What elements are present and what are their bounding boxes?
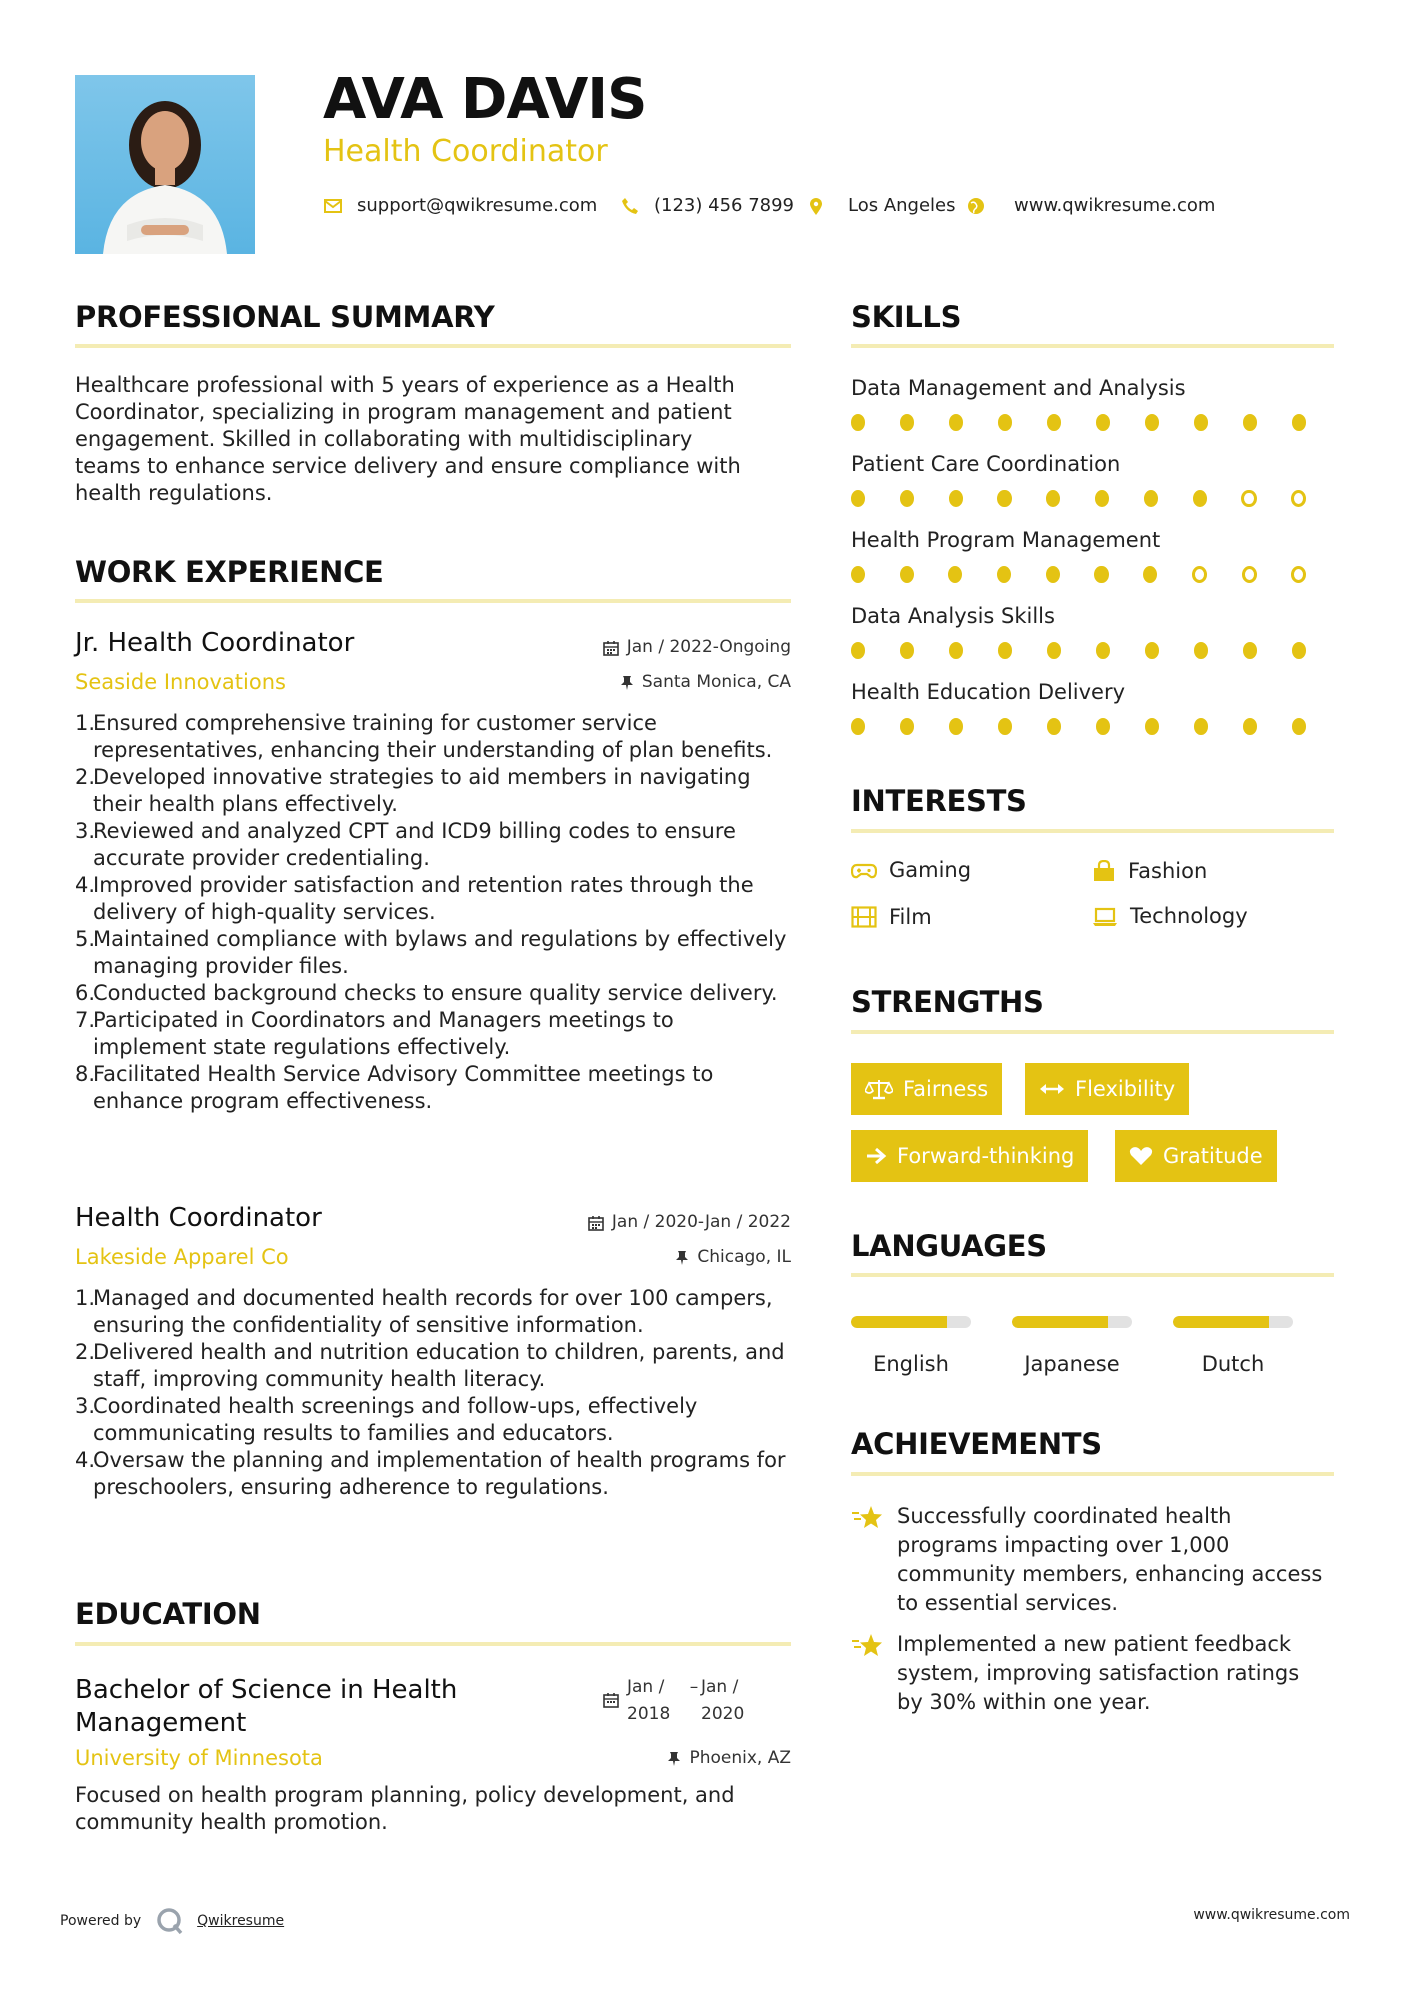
rating-dot-filled [949, 718, 963, 735]
interest-label: Technology [1130, 904, 1248, 928]
strength-label: Fairness [903, 1077, 989, 1101]
strength-tag [851, 1130, 1088, 1182]
skill-rating [851, 566, 1341, 583]
language-name: Dutch [1201, 1352, 1265, 1376]
rating-dot-filled [851, 718, 865, 735]
interest-item [1092, 860, 1207, 882]
rating-dot-filled [949, 490, 963, 507]
job-title: Health Coordinator [75, 1203, 322, 1233]
rating-dot-filled [900, 718, 914, 735]
brand-link[interactable]: Qwikresume [197, 1913, 285, 1929]
pushpin-icon [620, 675, 634, 691]
language-level-bar [1173, 1316, 1293, 1328]
pushpin-icon [667, 1751, 681, 1767]
duty-item: Maintained compliance with bylaws and regulations by effectively managing provider files. [93, 927, 787, 978]
rating-dot-filled [997, 490, 1011, 507]
footer-url[interactable]: www.qwikresume.com [1193, 1907, 1350, 1923]
skill-name: Data Analysis Skills [851, 604, 1055, 628]
map-pin-icon [806, 196, 826, 216]
rating-dot-filled [900, 414, 914, 431]
phone-text: (123) 456 7899 [654, 195, 795, 216]
rating-dot-filled [1194, 642, 1208, 659]
skill-rating [851, 414, 1341, 431]
rating-dot-filled [998, 718, 1012, 735]
interests-divider [851, 829, 1334, 833]
summary-text [75, 372, 795, 507]
achievement-text: Successfully coordinated health programs impacting over 1,000 community members, enhancing access to essential services. [897, 1504, 1323, 1615]
rating-dot-filled [1096, 414, 1110, 431]
skill-item [851, 682, 1341, 735]
language-level-fill [851, 1316, 947, 1328]
job-date [500, 639, 791, 656]
duty-item: Conducted background checks to ensure quality service delivery. [93, 981, 778, 1005]
laptop-icon [1092, 907, 1118, 927]
summary-line: engagement. Skilled in collaborating with multidisciplinary [75, 427, 693, 451]
job-location [500, 674, 791, 691]
strength-tag [1025, 1063, 1189, 1115]
education-dates [603, 1674, 793, 1728]
school-location [500, 1750, 791, 1767]
rating-dot-filled [1096, 718, 1110, 735]
profile-photo [75, 75, 255, 254]
contact-website[interactable] [966, 196, 1215, 216]
skill-item [851, 530, 1341, 583]
experience-heading: WORK EXPERIENCE [75, 555, 384, 589]
rating-dot-filled [1144, 490, 1158, 507]
interest-item [1092, 906, 1248, 927]
skill-rating [851, 718, 1341, 735]
language-level-bar [851, 1316, 971, 1328]
language-name: Japanese [1024, 1352, 1120, 1376]
rating-dot-filled [851, 566, 865, 583]
shopping-bag-icon [1092, 860, 1116, 882]
gamepad-icon [851, 862, 877, 880]
rating-dot-empty [1291, 566, 1306, 583]
footer-branding [60, 1906, 284, 1936]
skill-rating [851, 642, 1341, 659]
summary-heading: PROFESSIONAL SUMMARY [75, 300, 495, 334]
arrows-horizontal-icon [1039, 1082, 1065, 1096]
rating-dot-filled [1143, 566, 1157, 583]
language-level-fill [1012, 1316, 1108, 1328]
skill-name: Data Management and Analysis [851, 376, 1186, 400]
rating-dot-filled [1095, 490, 1109, 507]
rating-dot-filled [1292, 642, 1306, 659]
school-location-text: Phoenix, AZ [689, 1748, 791, 1768]
summary-line: Coordinator, specializing in program management and patient [75, 400, 732, 424]
rating-dot-filled [1094, 566, 1108, 583]
language-name: English [873, 1352, 949, 1376]
language-level-fill [1173, 1316, 1269, 1328]
heart-icon [1129, 1146, 1153, 1166]
language-item [851, 1316, 971, 1375]
strength-label: Gratitude [1163, 1144, 1263, 1168]
rating-dot-filled [900, 490, 914, 507]
education-divider [75, 1642, 791, 1646]
contact-phone[interactable] [620, 196, 794, 216]
rating-dot-filled [949, 642, 963, 659]
duty-list [75, 710, 790, 1115]
languages-list [851, 1316, 1341, 1375]
duty-item: Developed innovative strategies to aid members in navigating their health plans effectively. [93, 765, 751, 816]
arrow-right-icon [865, 1147, 887, 1165]
skill-rating [851, 490, 1341, 507]
skill-name: Health Education Delivery [851, 680, 1126, 704]
achievements-divider [851, 1472, 1334, 1476]
duty-item: Oversaw the planning and implementation of health programs for preschoolers, ensuring adherence to regulations. [93, 1448, 786, 1499]
rating-dot-filled [1243, 414, 1257, 431]
language-level-bar [1012, 1316, 1132, 1328]
duty-item: Reviewed and analyzed CPT and ICD9 billing codes to ensure accurate provider credentialing. [93, 819, 736, 870]
strengths-divider [851, 1030, 1334, 1034]
rating-dot-filled [998, 414, 1012, 431]
website-text: www.qwikresume.com [1014, 195, 1216, 216]
rating-dot-empty [1291, 490, 1306, 507]
skill-item [851, 606, 1341, 659]
strength-label: Flexibility [1075, 1077, 1176, 1101]
achievement-item [851, 1502, 1341, 1618]
rating-dot-filled [997, 566, 1011, 583]
job-date [500, 1214, 791, 1231]
rating-dot-filled [1292, 718, 1306, 735]
summary-divider [75, 344, 791, 348]
duty-item: Managed and documented health records for over 100 campers, ensuring the confidentiality of sensitive information. [93, 1286, 773, 1337]
calendar-icon [603, 1692, 619, 1708]
skill-item [851, 454, 1341, 507]
envelope-icon [323, 196, 343, 216]
rating-dot-filled [1145, 642, 1159, 659]
rating-dot-filled [1193, 490, 1207, 507]
interest-label: Fashion [1128, 858, 1208, 883]
rating-dot-filled [1047, 718, 1061, 735]
skills-divider [851, 344, 1334, 348]
rating-dot-filled [900, 566, 914, 583]
job-date-text: Jan / 2020-Jan / 2022 [611, 1212, 791, 1232]
contact-email[interactable] [323, 196, 597, 216]
skill-name: Health Program Management [851, 528, 1161, 552]
rating-dot-empty [1192, 566, 1207, 583]
rating-dot-filled [851, 414, 865, 431]
qwikresume-logo-icon [155, 1906, 185, 1936]
skills-heading: SKILLS [851, 300, 962, 334]
strengths-heading: STRENGTHS [851, 985, 1044, 1019]
duty-item: Participated in Coordinators and Managers meetings to implement state regulations effectively. [93, 1008, 674, 1059]
phone-icon [620, 196, 640, 216]
rating-dot-filled [1243, 718, 1257, 735]
achievement-text: Implemented a new patient feedback system, improving satisfaction ratings by 30% within one year. [897, 1632, 1300, 1714]
skills-list [851, 378, 1341, 758]
powered-by-label: Powered by [60, 1913, 142, 1929]
duty-item: Ensured comprehensive training for customer service representatives, enhancing their understanding of plan benefits. [93, 711, 773, 762]
summary-line: health regulations. [75, 481, 273, 505]
film-icon [851, 906, 877, 928]
rating-dot-empty [1242, 566, 1257, 583]
rating-dot-filled [1046, 566, 1060, 583]
language-item [1012, 1316, 1132, 1375]
rating-dot-filled [1145, 718, 1159, 735]
contact-location [806, 196, 956, 216]
rating-dot-filled [1194, 414, 1208, 431]
rating-dot-filled [1047, 414, 1061, 431]
candidate-name: AVA DAVIS [323, 67, 647, 132]
interests-heading: INTERESTS [851, 784, 1027, 818]
summary-line: teams to enhance service delivery and ensure compliance with [75, 454, 741, 478]
rating-dot-filled [1096, 642, 1110, 659]
calendar-icon [603, 640, 619, 656]
duty-item: Facilitated Health Service Advisory Committee meetings to enhance program effectiveness. [93, 1062, 714, 1113]
candidate-role: Health Coordinator [323, 134, 608, 169]
duty-item: Improved provider satisfaction and retention rates through the delivery of high-quality services. [93, 873, 754, 924]
languages-heading: LANGUAGES [851, 1229, 1047, 1263]
interest-label: Film [889, 904, 932, 929]
job-location-text: Chicago, IL [697, 1247, 791, 1267]
rating-dot-filled [1243, 642, 1257, 659]
company-name: Lakeside Apparel Co [75, 1245, 289, 1269]
job-date-text: Jan / 2022-Ongoing [626, 637, 791, 657]
rating-dot-filled [1046, 490, 1060, 507]
email-text: support@qwikresume.com [357, 195, 598, 216]
job-title: Jr. Health Coordinator [75, 628, 355, 658]
star-badge-icon [851, 1632, 883, 1660]
rating-dot-filled [900, 642, 914, 659]
company-name: Seaside Innovations [75, 670, 286, 694]
interest-item [851, 906, 932, 928]
interest-label: Gaming [889, 858, 972, 882]
date-separator: – [689, 1677, 699, 1697]
rating-dot-empty [1241, 490, 1256, 507]
interest-item [851, 860, 971, 881]
star-badge-icon [851, 1504, 883, 1532]
calendar-icon [588, 1215, 604, 1231]
location-text: Los Angeles [848, 195, 956, 216]
education-start-date: Jan / 2018 [627, 1677, 671, 1724]
globe-icon [966, 196, 986, 216]
rating-dot-filled [1047, 642, 1061, 659]
rating-dot-filled [948, 566, 962, 583]
summary-line: Healthcare professional with 5 years of experience as a Health [75, 373, 735, 397]
rating-dot-filled [1145, 414, 1159, 431]
rating-dot-filled [1292, 414, 1306, 431]
skill-name: Patient Care Coordination [851, 452, 1121, 476]
rating-dot-filled [851, 490, 865, 507]
rating-dot-filled [851, 642, 865, 659]
degree-title: Bachelor of Science in Health Management [75, 1675, 458, 1738]
school-name: University of Minnesota [75, 1746, 323, 1770]
rating-dot-filled [1194, 718, 1208, 735]
languages-divider [851, 1273, 1334, 1277]
strength-label: Forward-thinking [897, 1144, 1075, 1168]
language-item [1173, 1316, 1293, 1375]
duty-list [75, 1285, 790, 1501]
job-location-text: Santa Monica, CA [641, 672, 791, 692]
education-heading: EDUCATION [75, 1597, 261, 1631]
job-location [500, 1249, 791, 1266]
achievement-item [851, 1630, 1341, 1717]
achievements-heading: ACHIEVEMENTS [851, 1427, 1102, 1461]
duty-item: Delivered health and nutrition education to children, parents, and staff, improving community health literacy. [93, 1340, 785, 1391]
rating-dot-filled [998, 642, 1012, 659]
experience-divider [75, 599, 791, 603]
education-description: Focused on health program planning, policy development, and community health promotion. [75, 1783, 735, 1834]
person-portrait-icon [75, 75, 255, 254]
balance-scale-icon [865, 1078, 893, 1100]
rating-dot-filled [949, 414, 963, 431]
duty-item: Coordinated health screenings and follow-ups, effectively communicating results to families and educators. [93, 1394, 698, 1445]
strength-tag [851, 1063, 1002, 1115]
pushpin-icon [675, 1250, 689, 1266]
strength-tag [1115, 1130, 1277, 1182]
education-end-date: Jan / 2020 [701, 1677, 745, 1724]
skill-item [851, 378, 1341, 431]
